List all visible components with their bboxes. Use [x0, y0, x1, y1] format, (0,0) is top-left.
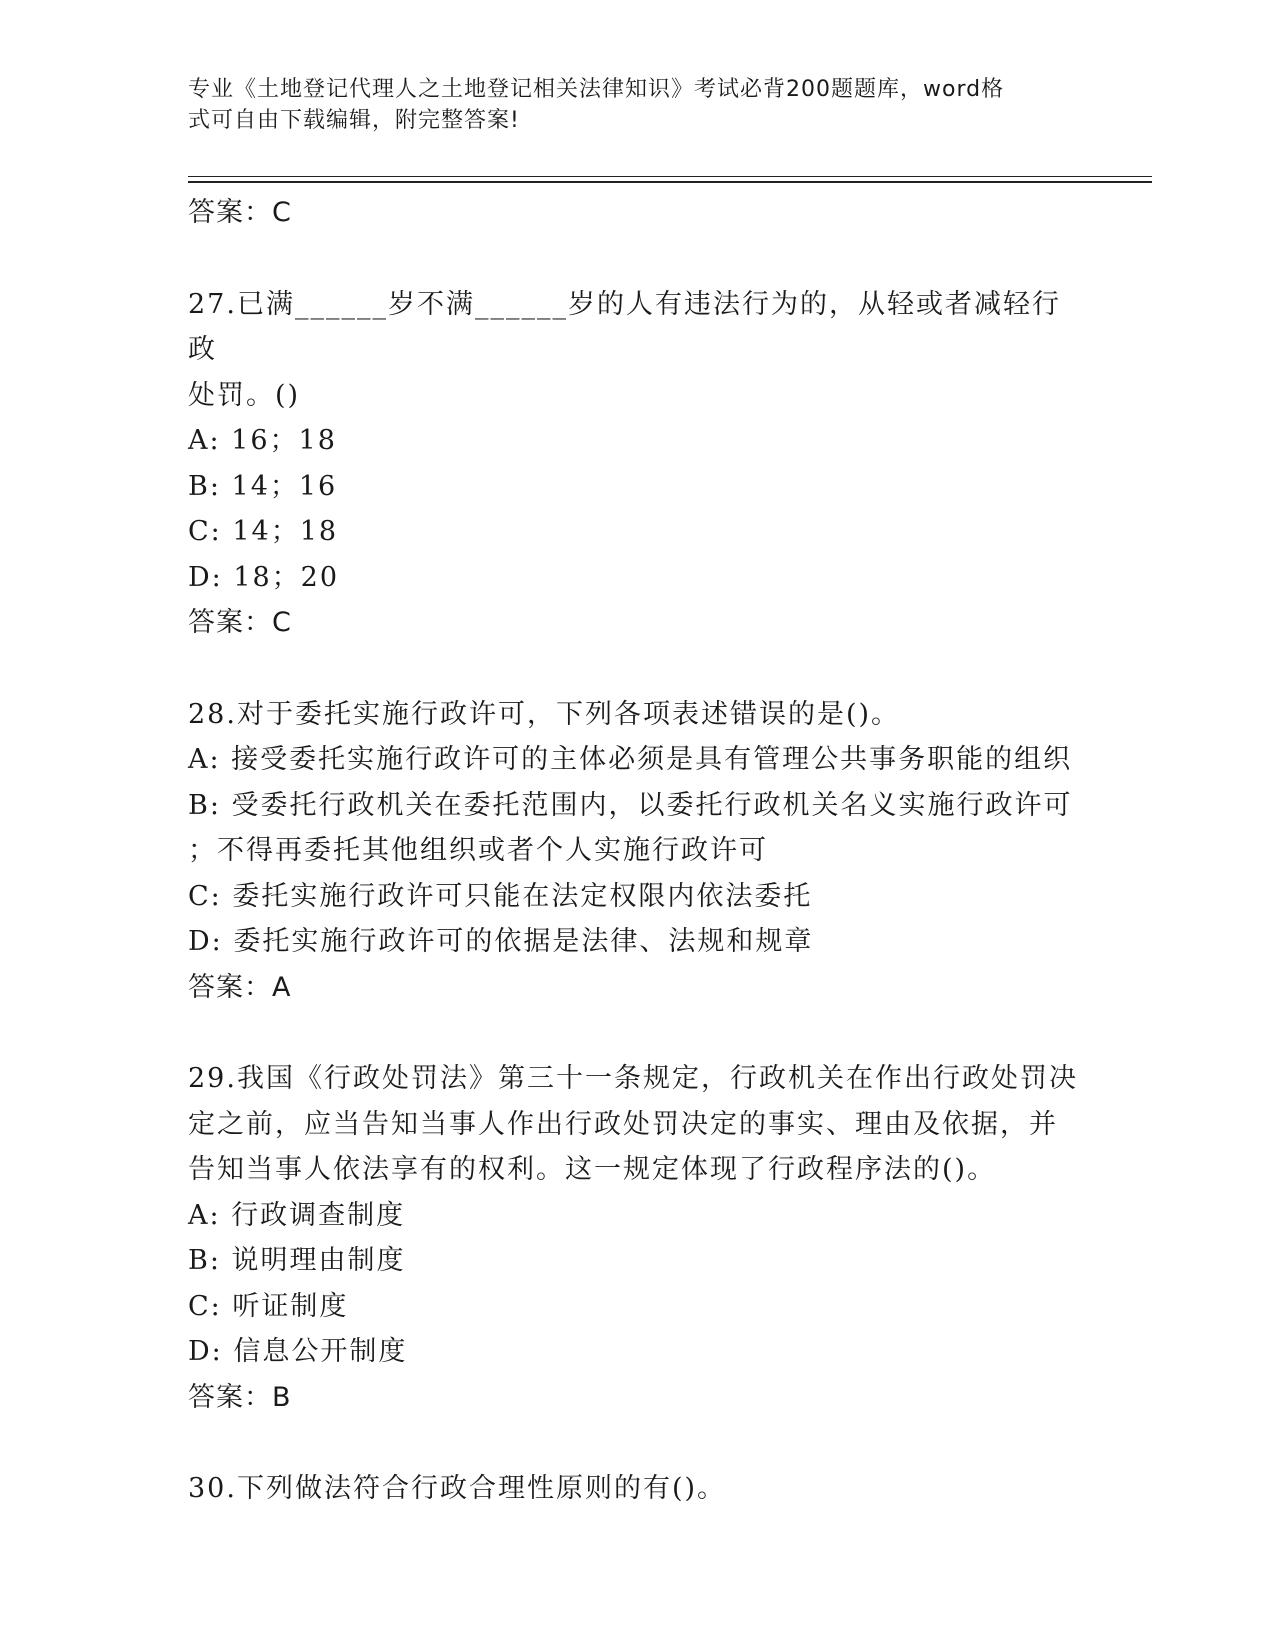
- question-stem: 27.已满______岁不满______岁的人有违法行为的，从轻或者减轻行政: [188, 288, 1061, 365]
- option-a: A: 接受委托实施行政许可的主体必须是具有管理公共事务职能的组织: [188, 744, 1073, 775]
- option-a: A: 行政调查制度: [188, 1199, 406, 1231]
- question-stem: 29.我国《行政处罚法》第三十一条规定，行政机关在作出行政处罚决: [188, 1063, 1078, 1094]
- option-c: C: 听证制度: [188, 1290, 349, 1322]
- spacer: [188, 1420, 1088, 1466]
- option-b: B: 受委托行政机关在委托范围内，以委托行政机关名义实施行政许可: [188, 789, 1073, 821]
- header-divider-thin: [188, 176, 1152, 177]
- document-body: [188, 190, 1088, 1512]
- option-c: C: 委托实施行政许可只能在法定权限内依法委托: [188, 880, 813, 912]
- option-b-continued: ；不得再委托其他组织或者个人实施行政许可: [188, 835, 768, 866]
- option-d: D: 信息公开制度: [188, 1336, 408, 1367]
- option-c: C: 14；18: [188, 516, 339, 547]
- document-header: [188, 74, 1088, 136]
- question-stem: 告知当事人依法享有的权利。这一规定体现了行政程序法的()。: [188, 1154, 997, 1185]
- question-28: [188, 692, 1088, 1011]
- question-27: [188, 282, 1088, 646]
- option-d: D: 委托实施行政许可的依据是法律、法规和规章: [188, 926, 814, 957]
- question-stem: 定之前，应当告知当事人作出行政处罚决定的事实、理由及依据，并: [188, 1108, 1058, 1140]
- question-stem: 30.下列做法符合行政合理性原则的有()。: [188, 1473, 727, 1504]
- header-divider-thick: [188, 181, 1152, 183]
- answer-line: 答案：A: [188, 971, 292, 1003]
- previous-answer: 答案：C: [188, 197, 292, 228]
- question-29: [188, 1056, 1088, 1420]
- header-title-line-1: 专业《土地登记代理人之土地登记相关法律知识》考试必背200题题库，word格: [188, 77, 1005, 102]
- answer-line: 答案：C: [188, 607, 292, 638]
- answer-line: 答案：B: [188, 1381, 292, 1413]
- question-stem: 处罚。(): [188, 379, 301, 411]
- option-a: A: 16；18: [188, 425, 337, 456]
- question-stem: 28.对于委托实施行政许可，下列各项表述错误的是()。: [188, 698, 901, 730]
- header-title-line-2: 式可自由下载编辑，附完整答案!: [188, 108, 520, 133]
- spacer: [188, 1010, 1088, 1056]
- spacer: [188, 236, 1088, 282]
- question-30: [188, 1466, 1088, 1512]
- option-d: D: 18；20: [188, 561, 340, 593]
- spacer: [188, 646, 1088, 692]
- option-b: B: 14；16: [188, 470, 338, 502]
- option-b: B: 说明理由制度: [188, 1245, 406, 1276]
